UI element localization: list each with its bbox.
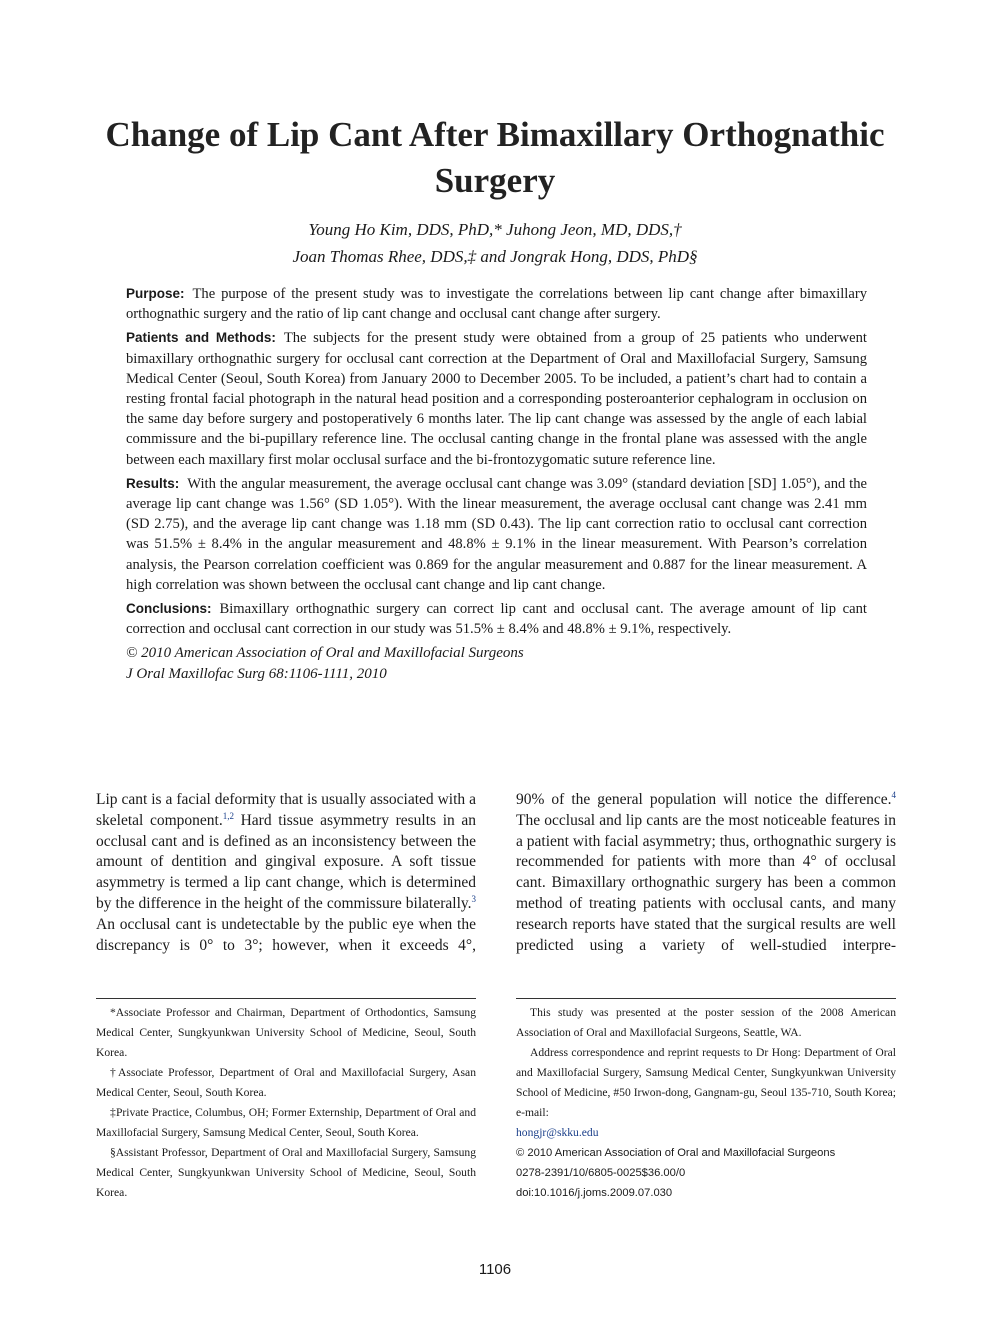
abstract-copyright: © 2010 American Association of Oral and Maxillofacial Surgeons [126,645,524,662]
body-paragraph [516,790,896,956]
methods-label: Patients and Methods: [126,330,276,346]
reference-link[interactable]: 4 [891,789,896,800]
body-text: Lip cant is a facial deformity that is usually associated with a skeletal component. [96,791,476,829]
footnote-email-line [516,1123,896,1143]
results-label: Results: [126,475,180,491]
footnote-affiliation: †Associate Professor, Department of Oral and Maxillofacial Surgery, Asan Medical Center, Seoul, South Korea. [96,1066,476,1099]
conclusions-text: Bimaxillary orthognathic surgery can correct lip cant and occlusal cant. The average amount of lip cant correction and occlusal cant correction in our study was 51.5% ± 8.4% and 48.8% ± 9.1%, respectively. [126,601,867,638]
article-title: Change of Lip Cant After Bimaxillary Orthognathic Surgery [105,115,885,200]
purpose-label: Purpose: [126,286,185,301]
page-number: 1106 [478,1261,512,1278]
results-text: With the angular measurement, the average occlusal cant change was 3.09° (standard deviation [SD] 1.05°), and the average lip cant change was 1.56° (SD 1.05°). With the linear measurement, the average occlusal cant change was 2.41 mm (SD 2.75), and the average lip cant change was 1.18 mm (SD 0.43). The lip cant correction ratio to occlusal cant correction was 51.5% ± 8.4% in the angular measurement and 48.8% ± 9.1% in the linear measurement. With Pearson’s correlation analysis, the Pearson correlation coefficient was 0.869 for the angular measurement and 0.887 for the linear measurement. A high correlation was shown between the occlusal cant change and lip cant change. [126,475,867,593]
footnote-copyright: © 2010 American Association of Oral and Maxillofacial Surgeons [516,1147,836,1159]
author-list [100,216,890,270]
abstract-conclusions [126,599,867,639]
abstract-results [126,474,867,595]
footnote-affiliation: §Assistant Professor, Department of Oral and Maxillofacial Surgery, Samsung Medical Center, Sungkyunkwan University School of Medicine, Seoul, South Korea. [96,1146,476,1199]
authors-line-1: Young Ho Kim, DDS, PhD,* Juhong Jeon, MD, DDS,† [308,220,682,239]
body-text: The occlusal and lip cants are the most noticeable features in a patient with facial asymmetry; thus, orthognathic surgery is recommended for patients with more than 4° of occlusal cant. Bimaxillary orthognathic surgery has been a common method of treating patients with occlusal cants, and many research reports have stated that the surgical results are well predicted using a variety of well-studied interpre- [516,811,896,954]
email-link[interactable]: hongjr@skku.edu [516,1126,599,1139]
purpose-text: The purpose of the present study was to investigate the correlations between lip cant change after bimaxillary orthognathic surgery and the ratio of lip cant change and occlusal cant change after surgery. [126,286,867,323]
body-column-right [516,790,896,956]
abstract-methods [126,328,867,469]
footnote-presentation: This study was presented at the poster session of the 2008 American Association of Oral and Maxillofacial Surgeons, Seattle, WA. [516,1006,896,1039]
correspondence-text: Address correspondence and reprint requests to Dr Hong: Department of Oral and Maxillofacial Surgery, Samsung Medical Center, Sungkyunkwan University School of Medicine, #50 Irwon-dong, Gangnam-gu, Seoul 135-710, South Korea; e-mail: [516,1046,896,1119]
body-text: Hard tissue asymmetry results in an occlusal cant and is defined as an inconsistency between the amount of dentition and gingival exposure. A soft tissue asymmetry is termed a lip cant change, which is determined by the difference in the height of the commissure bilaterally. [96,811,476,912]
abstract-purpose [126,284,867,324]
footnote-doi[interactable]: doi:10.1016/j.joms.2009.07.030 [516,1187,673,1199]
journal-citation: J Oral Maxillofac Surg 68:1106-1111, 2010 [126,665,387,682]
footnote-correspondence [516,1043,896,1123]
reference-link[interactable]: 1,2 [222,810,234,821]
footnotes-right [516,1003,896,1203]
body-column-left [96,790,476,956]
body-text: 90% of the general population will notice the difference. [516,791,892,808]
abstract [126,284,867,684]
body-paragraph [96,790,476,956]
reference-link[interactable]: 3 [471,893,476,904]
footnote-issn: 0278-2391/10/6805-0025$36.00/0 [516,1167,686,1179]
authors-line-2: Joan Thomas Rhee, DDS,‡ and Jongrak Hong, DDS, PhD§ [292,247,698,266]
footnotes-left [96,1003,476,1203]
methods-text: The subjects for the present study were obtained from a group of 25 patients who underwent bimaxillary orthognathic surgery for occlusal cant correction at the Department of Oral and Maxillofacial Surgery, Samsung Medical Center (Seoul, South Korea) from January 2000 to December 2005. To be included, a patient’s chart had to contain a resting frontal facial photograph in the natural head position and a corresponding posteroanterior cephalogram in occlusion on the same day before surgery and postoperatively 6 months later. The lip cant change was assessed by the angle of each labial commissure and the bi-pupillary reference line. The occlusal canting change in the frontal plane was assessed with the angle between each maxillary first molar occlusal surface and the bi-frontozygomatic suture reference line. [126,330,867,468]
footnote-affiliation: *Associate Professor and Chairman, Department of Orthodontics, Samsung Medical Center, Sungkyunkwan University School of Medicine, Seoul, South Korea. [96,1006,476,1059]
footnote-divider [516,998,896,999]
conclusions-label: Conclusions: [126,601,212,617]
footnote-divider [96,998,476,999]
body-text: An occlusal cant is undetectable by the public eye when the discrepancy is 0° to 3°; however, when it exceeds 4°, [96,915,476,954]
footnote-affiliation: ‡Private Practice, Columbus, OH; Former Externship, Department of Oral and Maxillofacial Surgery, Samsung Medical Center, Seoul, South Korea. [96,1106,476,1139]
